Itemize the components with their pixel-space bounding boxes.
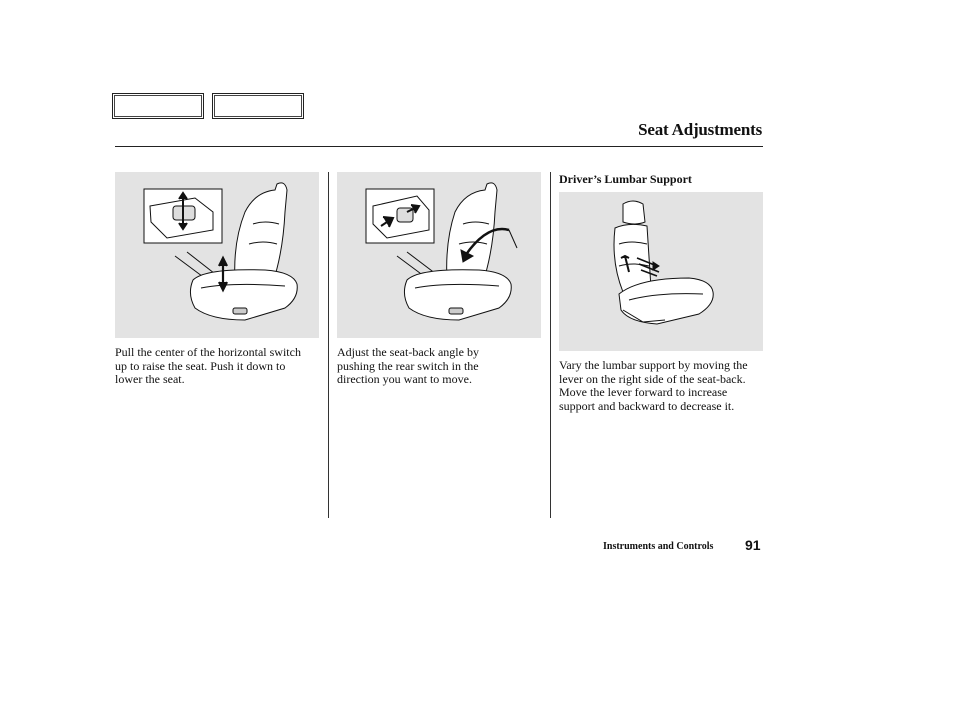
seat-recline-illustration [337,172,541,338]
seat-height-illustration [115,172,319,338]
caption-seat-recline: Adjust the seat-back angle by pushing the rear switch in the direction you want to move. [337,345,479,386]
nav-button-1[interactable] [112,93,204,119]
column-divider-1 [328,172,329,518]
footer-section-label: Instruments and Controls [603,541,714,552]
lumbar-support-illustration [559,192,763,351]
caption-lumbar-support: Vary the lumbar support by moving the lever on the right side of the seat-back. Move the lever forward to increase support and backward to decrease it. [559,358,748,413]
title-rule [115,146,763,147]
section-heading: Driver’s Lumbar Support [559,172,692,186]
nav-button-2[interactable] [212,93,304,119]
caption-seat-height: Pull the center of the horizontal switch up to raise the seat. Push it down to lower the seat. [115,345,301,386]
page-number: 91 [745,537,761,553]
page-title: Seat Adjustments [638,120,762,139]
column-divider-2 [550,172,551,518]
